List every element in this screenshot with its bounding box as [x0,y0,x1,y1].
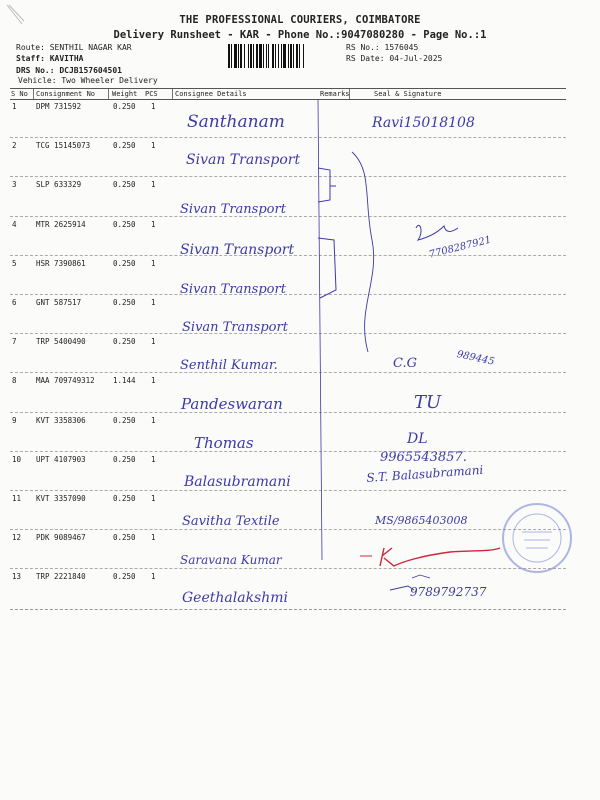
row-consignment-no: TCG 15145073 [36,141,91,150]
row-weight: 1.144 [113,376,136,385]
row-weight: 0.250 [113,141,136,150]
long-curve-ink [352,152,374,352]
barcode-bar [299,44,300,68]
vehicle-label: Vehicle: [18,76,57,85]
row-weight: 0.250 [113,494,136,503]
route-label: Route: [16,43,45,52]
staff-label: Staff: [16,54,45,63]
row-sno: 13 [12,572,22,581]
col-header-sno: S No [11,90,28,98]
staff-value: KAVITHA [49,54,84,63]
barcode-bar [281,44,282,68]
company-title: THE PROFESSIONAL COURIERS, COIMBATORE [179,14,421,26]
row-sno: 3 [12,180,17,189]
row-weight: 0.250 [113,180,136,189]
row-sno: 5 [12,259,17,268]
barcode-bar [296,44,298,68]
handwritten-consignee: Saravana Kumar [180,553,282,567]
vehicle-value: Two Wheeler Delivery [61,76,158,85]
drs-line [16,66,122,75]
barcode-bar [288,44,289,68]
row-pcs: 1 [151,455,156,464]
handwritten-remark: DL [407,431,428,447]
row-sno: 11 [12,494,22,503]
row-weight: 0.250 [113,572,136,581]
row-consignment-no: PDK 9089467 [36,533,86,542]
row-consignment-no: UPT 4107903 [36,455,86,464]
col-divider [33,89,34,99]
row-separator [10,216,566,217]
handwritten-consignee: Santhanam [187,112,285,132]
col-header-seal-signature: Seal & Signature [374,90,442,98]
row-pcs: 1 [151,220,156,229]
rs-date-value: 04-Jul-2025 [389,54,443,63]
row-weight: 0.250 [113,102,136,111]
row-weight: 0.250 [113,416,136,425]
row-pcs: 1 [151,102,156,111]
bracket-ink [318,238,336,298]
barcode-bar [268,44,269,68]
row-separator [10,294,566,295]
handwritten-consignee: Sivan Transport [180,242,295,258]
signature-scribble [412,575,430,578]
handwritten-consignee: Sivan Transport [186,152,301,168]
row-consignment-no: TRP 5400490 [36,337,86,346]
row-pcs: 1 [151,416,156,425]
row-consignment-no: HSR 7390861 [36,259,86,268]
barcode [228,44,336,68]
barcode-bar [234,44,237,68]
handwritten-consignee: Savitha Textile [182,514,280,529]
handwritten-consignee: Balasubramani [184,474,291,490]
row-pcs: 1 [151,494,156,503]
row-separator [10,137,566,138]
barcode-bar [238,44,239,68]
row-consignment-no: DPM 731592 [36,102,82,111]
barcode-bar [259,44,262,68]
table-top-rule [10,88,566,89]
row-sno: 4 [12,220,17,229]
row-consignment-no: MTR 2625914 [36,220,86,229]
signature-scribble [416,225,458,240]
barcode-bar [290,44,292,68]
row-separator [10,412,566,413]
rs-date-line [346,54,442,63]
barcode-bar [250,44,252,68]
drs-label: DRS No.: [16,66,55,75]
col-divider [172,89,173,99]
row-sno: 12 [12,533,22,542]
col-header-pcs: PCS [145,90,158,98]
row-separator [10,451,566,452]
row-weight: 0.250 [113,259,136,268]
barcode-bar [283,44,286,68]
barcode-bar [278,44,279,68]
staff-line [16,54,83,63]
barcode-bar [228,44,230,68]
handwritten-phone: 989445 [455,349,496,368]
row-sno: 9 [12,416,17,425]
barcode-bar [263,44,264,68]
bracket-ink [318,168,330,202]
handwritten-remark: TU [414,392,442,413]
route-line [16,43,132,52]
barcode-bar [240,44,242,68]
row-sno: 1 [12,102,17,111]
row-pcs: 1 [151,298,156,307]
row-separator [10,333,566,334]
rs-no-label: RS No.: [346,43,380,52]
rubber-stamp [503,504,571,572]
route-value: SENTHIL NAGAR KAR [49,43,132,52]
row-separator [10,529,566,530]
handwritten-consignee: Sivan Transport [180,202,286,217]
row-consignment-no: KVT 3357090 [36,494,86,503]
handwritten-phone: 9789792737 [410,585,487,599]
row-consignment-no: KVT 3358306 [36,416,86,425]
handwritten-consignee: Geethalakshmi [182,590,289,606]
handwritten-consignee: Senthil Kumar. [180,358,278,373]
row-separator [10,372,566,373]
col-header-weight: Weight [112,90,138,98]
runsheet-subtitle: Delivery Runsheet - KAR - Phone No.:9047080280 - Page No.:1 [113,29,487,41]
row-consignment-no: TRP 2221840 [36,572,86,581]
row-consignment-no: MAA 709749312 [36,376,95,385]
col-divider [108,89,109,99]
barcode-bar [253,44,254,68]
row-weight: 0.250 [113,533,136,542]
handwritten-consignee: Pandeswaran [181,395,283,413]
row-pcs: 1 [151,337,156,346]
row-consignment-no: GNT 587517 [36,298,82,307]
row-pcs: 1 [151,376,156,385]
row-weight: 0.250 [113,337,136,346]
table-bottom-rule [10,609,566,610]
col-header-remarks: Remarks [320,90,350,98]
barcode-bar [303,44,304,68]
handwritten-initials: C.G [393,356,418,371]
drs-value: DCJB157604501 [59,66,122,75]
row-weight: 0.250 [113,298,136,307]
row-sno: 10 [12,455,22,464]
row-separator [10,176,566,177]
row-sno: 8 [12,376,17,385]
barcode-bar [244,44,245,68]
rs-no-value: 1576045 [384,43,419,52]
handwritten-name: S.T. Balasubramani [366,462,484,485]
handwritten-phone: 9965543857. [380,450,467,465]
row-weight: 0.250 [113,455,136,464]
vehicle-line [18,76,158,85]
row-weight: 0.250 [113,220,136,229]
table-header-rule [10,99,566,100]
row-separator [10,490,566,491]
handwritten-remark: MS/9865403008 [375,514,468,527]
barcode-bar [231,44,232,68]
barcode-bar [266,44,267,68]
row-consignment-no: SLP 633329 [36,180,82,189]
row-pcs: 1 [151,572,156,581]
handwritten-consignee: Sivan Transport [182,320,288,335]
row-sno: 6 [12,298,17,307]
handwritten-phone: 7708287921 [428,234,493,261]
col-header-consignee: Consignee Details [175,90,247,98]
row-pcs: 1 [151,180,156,189]
remarks-divider-ink [318,100,322,560]
barcode-bar [293,44,294,68]
row-pcs: 1 [151,141,156,150]
barcode-bar [248,44,249,68]
rs-date-label: RS Date: [346,54,385,63]
col-header-consignment: Consignment No [36,90,96,98]
rs-no-line [346,43,418,52]
row-separator [10,568,566,569]
row-pcs: 1 [151,259,156,268]
row-sno: 7 [12,337,17,346]
handwritten-signature: Ravi15018108 [372,115,475,131]
barcode-bar [272,44,274,68]
handwritten-consignee: Thomas [194,434,254,452]
red-signature [380,548,500,566]
row-pcs: 1 [151,533,156,542]
barcode-bar [275,44,276,68]
handwritten-consignee: Sivan Transport [180,282,286,297]
row-sno: 2 [12,141,17,150]
col-divider [349,89,350,99]
barcode-bar [256,44,258,68]
